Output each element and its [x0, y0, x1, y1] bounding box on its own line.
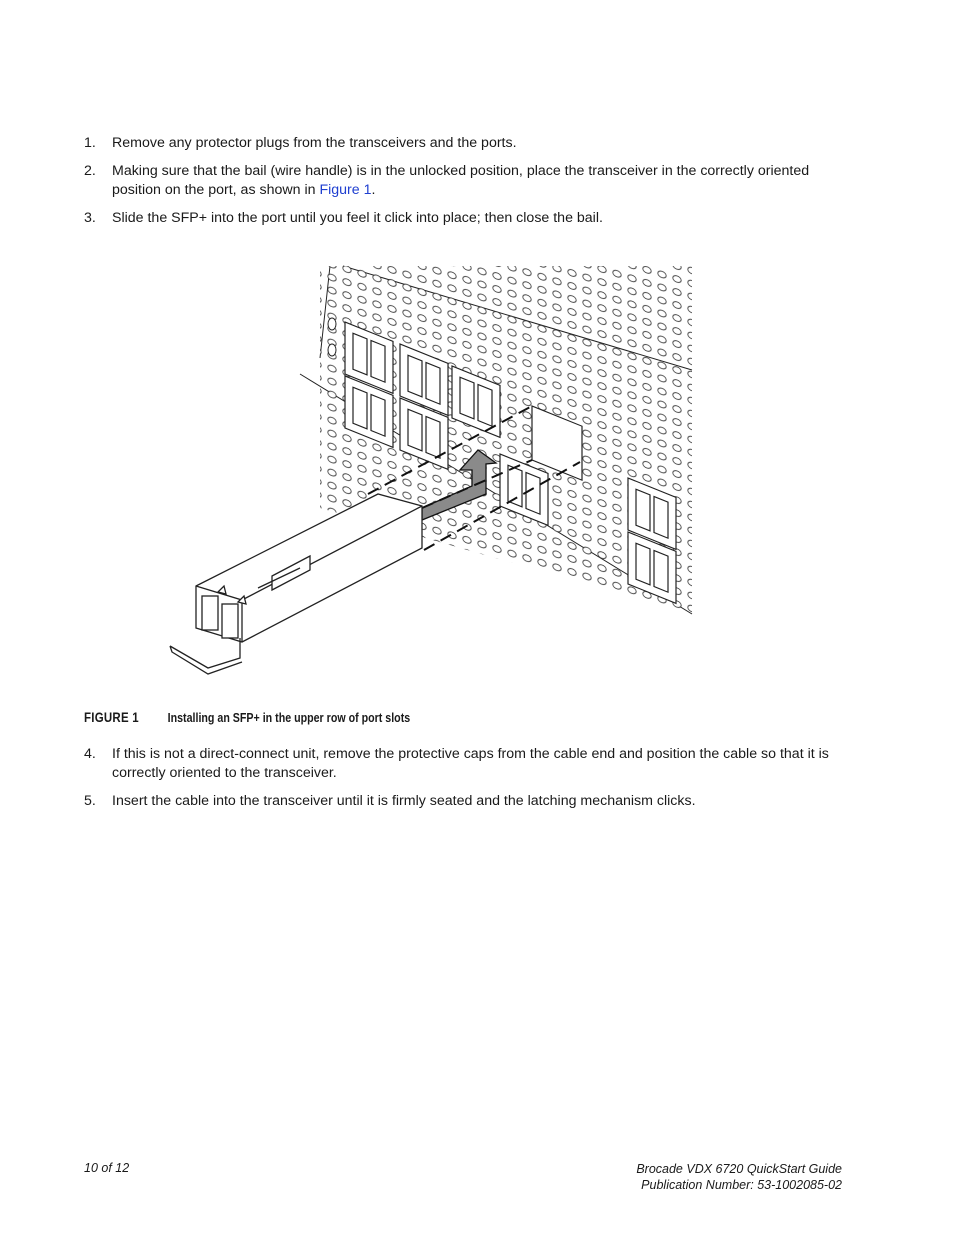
figure-label: FIGURE 1 — [84, 709, 139, 725]
step-text: Insert the cable into the transceiver until it is firmly seated and the latching mechanism clicks. — [112, 793, 696, 809]
guide-title: Brocade VDX 6720 QuickStart Guide — [636, 1162, 842, 1176]
step-number: 5. — [84, 793, 96, 809]
step-number: 4. — [84, 746, 96, 762]
step-text: Remove any protector plugs from the transceivers and the ports. — [112, 135, 517, 151]
publication-number: Publication Number: 53-1002085-02 — [641, 1178, 842, 1192]
steps-list-bottom — [84, 745, 854, 811]
step-5 — [84, 792, 854, 811]
step-number: 3. — [84, 210, 96, 226]
step-text: Making sure that the bail (wire handle) is in the unlocked position, place the transceiver in the correctly oriented position on the port, as shown in — [112, 163, 810, 198]
step-3 — [84, 209, 854, 228]
step-text-end: . — [371, 182, 376, 198]
sfp-installation-illustration — [160, 258, 700, 688]
step-number: 2. — [84, 163, 96, 179]
figure-1-link[interactable]: Figure 1 — [319, 182, 372, 198]
step-text: If this is not a direct-connect unit, remove the protective caps from the cable end and position the cable so that it is correctly oriented to the transceiver. — [112, 746, 829, 781]
page-number: 10 of 12 — [84, 1161, 130, 1175]
footer-meta — [636, 1161, 842, 1193]
step-text: Slide the SFP+ into the port until you feel it click into place; then close the bail. — [112, 210, 603, 226]
step-2 — [84, 162, 854, 200]
step-4 — [84, 745, 854, 783]
figure-title: Installing an SFP+ in the upper row of port slots — [167, 710, 411, 725]
step-1 — [84, 134, 854, 153]
step-number: 1. — [84, 135, 96, 151]
sfp-transceiver — [170, 494, 422, 674]
figure-caption — [84, 709, 411, 725]
steps-list-top — [84, 134, 854, 228]
